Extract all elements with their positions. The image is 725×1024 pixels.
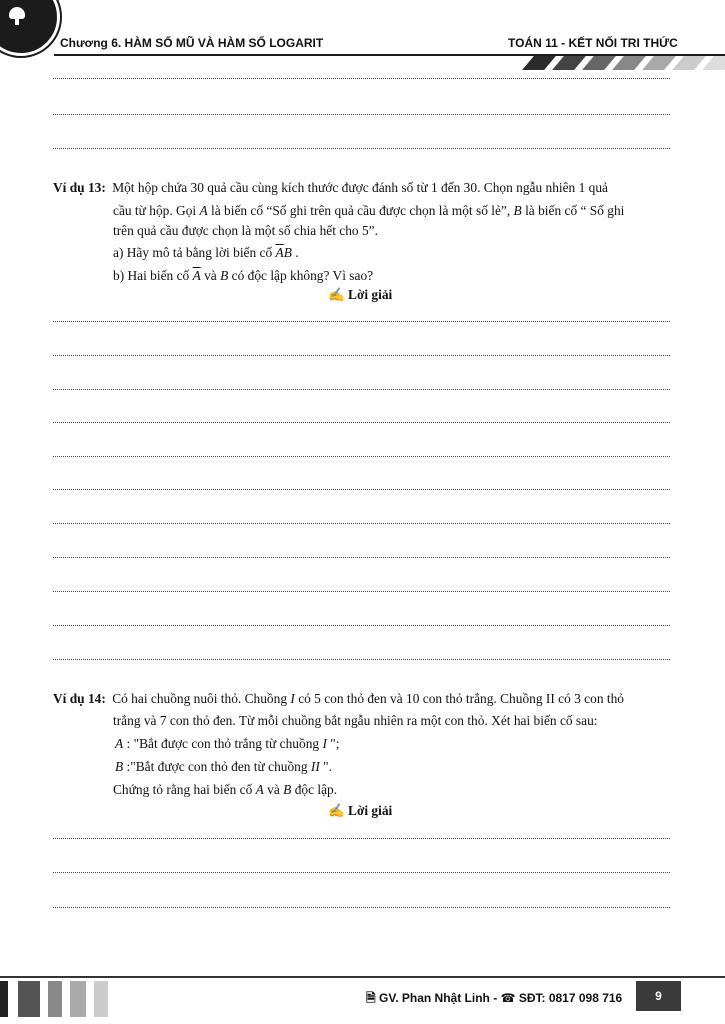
answer-line bbox=[53, 625, 670, 626]
example-14-label: Ví dụ 14: bbox=[53, 691, 106, 706]
example-13-line-3: trên quả cầu được chọn là một số chia hết cho 5”. bbox=[113, 223, 378, 238]
answer-line bbox=[53, 355, 670, 356]
example-14-event-b: B :"Bắt được con thỏ đen từ chuồng II ". bbox=[115, 759, 332, 774]
answer-line bbox=[53, 523, 670, 524]
answer-line bbox=[53, 78, 670, 79]
answer-line bbox=[53, 114, 670, 115]
example-14-event-a: A : "Bắt được con thỏ trắng từ chuồng I "; bbox=[115, 736, 340, 751]
answer-line bbox=[53, 872, 670, 873]
example-13-question-a: a) Hãy mô tả bằng lời biến cố $\overline{A}B$ . bbox=[113, 245, 299, 260]
answer-line bbox=[53, 659, 670, 660]
example-13-line-1: Ví dụ 13: Một hộp chứa 30 quả cầu cùng kích thước được đánh số từ 1 đến 30. Chọn ngẫu nhiên 1 quả bbox=[53, 180, 608, 195]
example-13-question-b: b) Hai biến cố $\overline{A}$ và B có độc lập không? Vì sao? bbox=[113, 268, 374, 283]
answer-line bbox=[53, 489, 670, 490]
footer-bars bbox=[0, 981, 120, 1017]
answer-line bbox=[53, 321, 670, 322]
solution-heading: ✍ Lời giải bbox=[328, 287, 393, 302]
example-13-label: Ví dụ 13: bbox=[53, 180, 106, 195]
page-number: 9 bbox=[636, 981, 681, 1011]
teacher-contact: 🗎 GV. Phan Nhật Linh - ☎ SĐT: 0817 098 716 bbox=[366, 991, 623, 1005]
answer-line bbox=[53, 838, 670, 839]
answer-line bbox=[53, 148, 670, 149]
book-title: TOÁN 11 - KẾT NỐI TRI THỨC bbox=[508, 36, 678, 50]
example-14-line-1: Ví dụ 14: Có hai chuồng nuôi thỏ. Chuồng I có 5 con thỏ đen và 10 con thỏ trắng. Chuồng II có 3 con thỏ bbox=[53, 691, 624, 706]
answer-line bbox=[53, 456, 670, 457]
example-14-prove: Chứng tỏ rằng hai biến cố A và B độc lập. bbox=[113, 782, 338, 797]
answer-line bbox=[53, 591, 670, 592]
example-14-line-2: trắng và 7 con thỏ đen. Từ mỗi chuồng bắt ngẫu nhiên ra một con thỏ. Xét hai biến cố sau: bbox=[113, 713, 598, 728]
answer-line bbox=[53, 422, 670, 423]
footer-divider bbox=[0, 976, 725, 978]
example-13-line-2: cầu từ hộp. Gọi A là biến cố “Số ghi trên quả cầu được chọn là một số lẻ”, B là biến cố “ Số ghi bbox=[113, 203, 625, 218]
answer-line bbox=[53, 389, 670, 390]
solution-heading: ✍ Lời giải bbox=[328, 803, 393, 818]
answer-line bbox=[53, 907, 670, 908]
brand-logo bbox=[0, 0, 60, 56]
chapter-title: Chương 6. HÀM SỐ MŨ VÀ HÀM SỐ LOGARIT bbox=[60, 36, 324, 50]
answer-line bbox=[53, 557, 670, 558]
header-stripes bbox=[520, 56, 725, 70]
